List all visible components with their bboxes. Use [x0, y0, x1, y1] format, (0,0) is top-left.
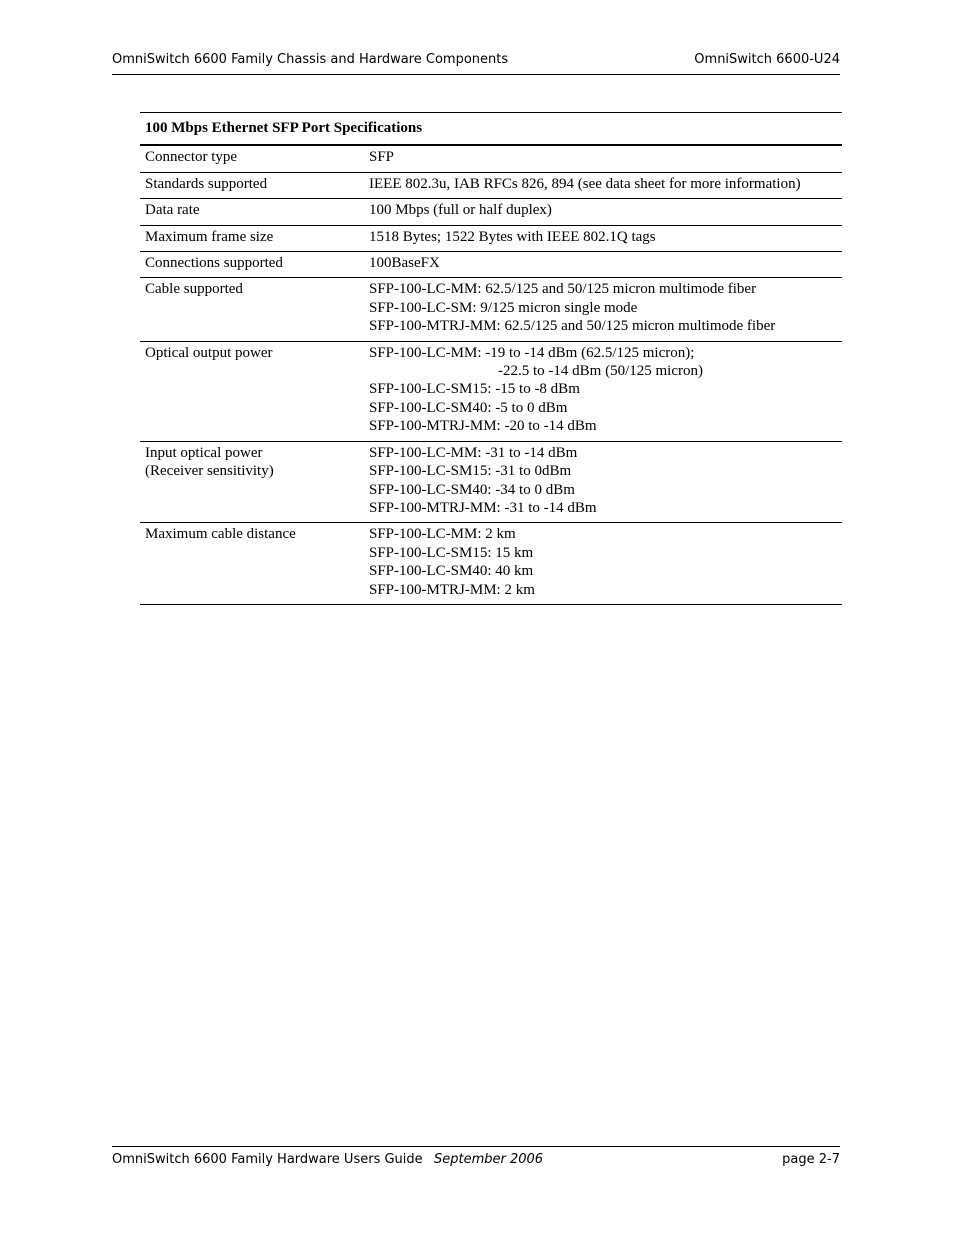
row-value: IEEE 802.3u, IAB RFCs 826, 894 (see data sheet for more information)	[369, 172, 842, 198]
footer-date: September 2006	[434, 1152, 544, 1167]
header-chapter-title: OmniSwitch 6600 Family Chassis and Hardware Components	[112, 52, 509, 67]
table-row	[140, 252, 842, 278]
table-title: 100 Mbps Ethernet SFP Port Specifications	[140, 113, 842, 146]
table-row	[140, 199, 842, 225]
footer-guide-title: OmniSwitch 6600 Family Hardware Users Guide	[112, 1152, 423, 1167]
row-label: Connector type	[140, 145, 369, 172]
table-row	[140, 172, 842, 198]
row-label: Data rate	[140, 199, 369, 225]
page-footer	[112, 1146, 840, 1177]
page-header	[112, 50, 840, 75]
table-row	[140, 341, 842, 441]
row-value: SFP-100-LC-MM: 62.5/125 and 50/125 micron multimode fiber SFP-100-LC-SM: 9/125 micron single mode SFP-100-MTRJ-MM: 62.5/125 and 50/125 micron multimode fiber	[369, 278, 842, 341]
row-label: Standards supported	[140, 172, 369, 198]
table-row	[140, 145, 842, 172]
row-label: Input optical power (Receiver sensitivity)	[140, 441, 369, 523]
table-row	[140, 278, 842, 341]
footer-page-number: page 2-7	[782, 1152, 840, 1167]
row-value: SFP-100-LC-MM: -31 to -14 dBm SFP-100-LC-SM15: -31 to 0dBm SFP-100-LC-SM40: -34 to 0 dBm SFP-100-MTRJ-MM: -31 to -14 dBm	[369, 441, 842, 523]
row-label: Optical output power	[140, 341, 369, 441]
table-row	[140, 441, 842, 523]
table-header-row	[140, 113, 842, 146]
header-product-name: OmniSwitch 6600-U24	[694, 52, 840, 67]
row-label: Connections supported	[140, 252, 369, 278]
row-value: 100BaseFX	[369, 252, 842, 278]
row-value: 1518 Bytes; 1522 Bytes with IEEE 802.1Q tags	[369, 225, 842, 251]
specifications-table	[140, 112, 842, 605]
row-label: Maximum frame size	[140, 225, 369, 251]
row-value: 100 Mbps (full or half duplex)	[369, 199, 842, 225]
row-value: SFP-100-LC-MM: 2 km SFP-100-LC-SM15: 15 km SFP-100-LC-SM40: 40 km SFP-100-MTRJ-MM: 2 km	[369, 523, 842, 605]
row-label: Maximum cable distance	[140, 523, 369, 605]
table-row	[140, 523, 842, 605]
row-value: SFP-100-LC-MM: -19 to -14 dBm (62.5/125 micron); -22.5 to -14 dBm (50/125 micron) SFP-100-LC-SM15: -15 to -8 dBm SFP-100-LC-SM40: -5 to 0 dBm SFP-100-MTRJ-MM: -20 to -14 dBm	[369, 341, 842, 441]
row-value: SFP	[369, 145, 842, 172]
table-row	[140, 225, 842, 251]
row-label: Cable supported	[140, 278, 369, 341]
